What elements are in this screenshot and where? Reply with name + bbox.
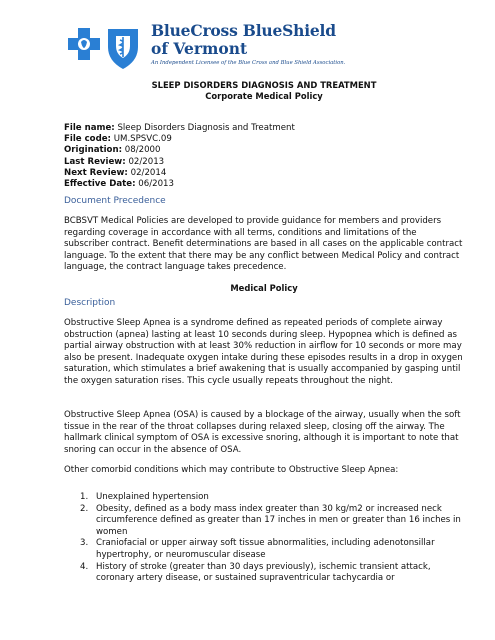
section-heading-precedence: Document Precedence (64, 196, 166, 206)
meta-last-review: Last Review: 02/2013 (64, 156, 165, 167)
description-paragraph-3: Other comorbid conditions which may contribute to Obstructive Sleep Apnea: (64, 465, 399, 475)
meta-origination: Origination: 08/2000 (64, 145, 161, 156)
meta-file-code: File code: UM.SPSVC.09 (64, 134, 172, 145)
precedence-paragraph: BCBSVT Medical Policies are developed to provide guidance for members and providers regarding coverage in accordance with all terms, conditions and limitations of the subscriber contract. Benefit determinations are based in all cases on the applicable contract language. To the extent that there may be any conflict between Medical Policy and contract language, the contract language takes precedence. (64, 216, 463, 273)
section-heading-description: Description (64, 298, 116, 308)
brand-name-line2: of Vermont (151, 39, 248, 58)
meta-effective-date: Effective Date: 06/2013 (64, 179, 174, 190)
brand-tagline: An Independent Licensee of the Blue Cross and Blue Shield Association. (151, 60, 346, 66)
description-paragraph-2: Obstructive Sleep Apnea (OSA) is caused by a blockage of the airway, usually when the soft tissue in the rear of the throat collapses during relaxed sleep, closing off the airway. The hallmark clinical symptom of OSA is excessive snoring, although it is important to note that snoring can occur in the absence of OSA. (64, 410, 461, 455)
title-line1: SLEEP DISORDERS DIAGNOSIS AND TREATMENT (151, 80, 377, 90)
list-item: 1. Unexplained hypertension (80, 492, 209, 502)
comorbid-conditions-list (80, 492, 464, 585)
list-item: 4. History of stroke (greater than 30 days previously), ischemic transient attack, coronary artery disease, or sustained supraventricular tachycardia or (80, 561, 431, 584)
brand-text (151, 22, 345, 67)
list-item: 2. Obesity, defined as a body mass index greater than 30 kg/m2 or increased neck circumference defined as greater than 17 inches in men or greater than 16 inches in women (80, 503, 461, 537)
description-paragraph-1: Obstructive Sleep Apnea is a syndrome defined as repeated periods of complete airway obstruction (apnea) lasting at least 10 seconds during sleep. Hypopnea which is defined as partial airway obstruction with at least 30% reduction in airflow for 10 seconds or more may also be present. Inadequate oxygen intake during these episodes results in a drop in oxygen saturation, which stimulates a brief awakening that is usually accompanied by gasping until the oxygen saturation rises. This cycle usually repeats throughout the night. (64, 318, 463, 386)
bcbsvt-logo (66, 22, 446, 70)
document-meta (64, 123, 444, 190)
document-title (64, 80, 464, 102)
brand-name-line1: BlueCross BlueShield (151, 21, 336, 40)
list-item: 3. Craniofacial or upper airway soft tissue abnormalities, including adenotonsillar hypertrophy, or neuromuscular disease (80, 538, 435, 560)
meta-next-review: Next Review: 02/2014 (64, 167, 167, 178)
title-line2: Corporate Medical Policy (205, 91, 323, 101)
meta-file-name: File name: Sleep Disorders Diagnosis and Treatment (64, 123, 295, 133)
medical-policy-label: Medical Policy (230, 283, 298, 293)
blue-cross-blue-shield-icon (66, 26, 146, 72)
